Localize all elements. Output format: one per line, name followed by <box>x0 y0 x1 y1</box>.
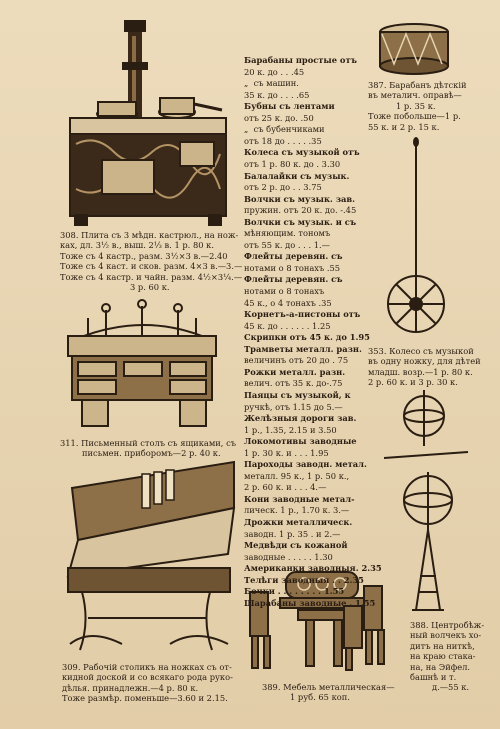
price-list-line: велич. отъ 35 к. до-.75 <box>244 378 343 389</box>
price-list-line: отъ 1 р. 80 к. до . 3.30 <box>244 158 341 169</box>
caption-353 <box>368 346 498 388</box>
caption-line: въ одну ножку, для дѣтей <box>368 356 481 367</box>
price-list-line: отъ 55 к. до . . . 1.— <box>244 239 330 250</box>
price-list-line: Скрипки отъ 45 к. до 1.95 <box>244 332 370 343</box>
caption-line: Тоже съ 4 кастр. и чайн. разм. 4½×3¼.— <box>60 271 243 282</box>
caption-line: ках, дл. 3½ в., выш. 2⅓ в. 1 р. 80 к. <box>60 240 214 251</box>
caption-line: д.—55 к. <box>432 682 470 693</box>
price-list-line: величинъ отъ 20 до . 75 <box>244 355 349 366</box>
price-list-line: „ съ бубенчиками <box>244 124 325 135</box>
caption-line: Тоже размѣр. поменьше—3.60 и 2.15. <box>62 693 228 704</box>
caption-308 <box>60 230 243 293</box>
price-list-line: Телѣги заводныя . . 2.35 <box>244 574 364 585</box>
caption-line: 55 к. и 2 р. 15 к. <box>368 121 440 132</box>
price-list-line: Волчки съ музык. и съ <box>244 216 357 227</box>
price-list-line: Бочки . . . . . . . . 1.55 <box>244 586 345 597</box>
price-list-line: Балалайки съ музык. <box>244 170 350 181</box>
price-list-line: 1 р. 30 к. и . . . 1.95 <box>244 447 329 458</box>
caption-line: кидной доской и со всякаго рода руко- <box>62 672 233 683</box>
price-list-line: 20 к. до . . .45 <box>244 66 305 77</box>
caption-line: ный волчекъ хо- <box>410 630 482 641</box>
caption-line: 353. Колесо съ музыкой <box>368 346 474 356</box>
price-list-line: 2 р. 60 к. и . . . 4.— <box>244 482 327 493</box>
caption-line: 1 р. 35 к. <box>396 100 436 111</box>
price-list-line: нотами о 8 тонахъ .55 <box>244 262 341 273</box>
price-list-line: Рожки металл. разн. <box>244 366 346 377</box>
price-list-line: „ съ машин. <box>244 78 299 89</box>
caption-line: Тоже съ 4 кастр., разм. 3½×3 в.—2.40 <box>60 250 228 261</box>
price-list-line: Американки заводныя. 2.35 <box>244 563 382 574</box>
price-list-line: ручкѣ, отъ 1.15 до 5.— <box>244 401 343 412</box>
desk-illustration <box>58 296 228 436</box>
price-list-line: лическ. 1 р., 1.70 к. 3.— <box>244 505 350 516</box>
caption-line: 1 руб. 65 коп. <box>290 692 350 703</box>
price-list-line: Бубны съ лентами <box>244 101 335 112</box>
price-list-line: 35 к. до . . . .65 <box>244 89 310 100</box>
caption-311 <box>60 438 236 459</box>
price-list-line: Флейты деревян. съ <box>244 251 343 262</box>
caption-line: 3 р. 60 к. <box>130 282 170 293</box>
price-list-line: отъ 25 к. до. .50 <box>244 112 314 123</box>
caption-388 <box>410 620 498 693</box>
caption-line: на, на Эйфел. <box>410 661 471 672</box>
caption-387 <box>368 80 492 132</box>
price-list-line: Кони заводные метал- <box>244 493 355 504</box>
price-list-line: мѣняющим. тономъ <box>244 228 331 239</box>
price-list-line: нотами о 8 тонахъ <box>244 286 325 296</box>
price-list-line: отъ 18 до . . . . .35 <box>244 135 322 146</box>
price-list-line: Локомотивы заводные <box>244 436 357 447</box>
caption-309 <box>62 662 238 704</box>
caption-line: письмен. приборомъ—2 р. 40 к. <box>82 448 221 459</box>
caption-line: на краю стака- <box>410 651 476 662</box>
caption-line: 308. Плита съ 3 мѣдн. кастрюл., на нож- <box>60 230 239 240</box>
price-list-line: Волчки съ музык. зав. <box>244 193 356 204</box>
caption-line: 387. Барабанъ дѣтскій <box>368 80 467 90</box>
caption-line: 311. Письменный столъ съ ящиками, съ <box>60 438 237 448</box>
caption-line: дитъ на ниткѣ, <box>410 640 475 651</box>
caption-line: 389. Мебель металлическая— <box>262 682 395 692</box>
price-list-line: Желѣзныя дороги зав. <box>244 413 357 424</box>
price-list-line: 1 р., 1.35, 2.15 и 3.50 <box>244 424 337 435</box>
price-list-line: Медвѣди съ кожаной <box>244 540 348 551</box>
price-list-line: Трамветы металл. разн. <box>244 343 362 354</box>
caption-line: 2 р. 60 к. и 3 р. 30 к. <box>368 377 458 388</box>
caption-line: 309. Рабочій столикъ на ножках съ от- <box>62 662 232 672</box>
price-list-line: 45 к., о 4 тонахъ .35 <box>244 297 332 308</box>
price-list-line: Пароходы заводн. метал. <box>244 459 367 470</box>
caption-line: Тоже съ 4 каст. и сков. разм. 4×3 в.—3.— <box>60 261 243 272</box>
price-list-line: Колеса съ музыкой отъ <box>244 147 360 158</box>
caption-line: башнѣ и т. <box>410 672 457 683</box>
caption-line: 388. Центробѣж- <box>410 620 485 630</box>
work-table-illustration <box>60 458 236 654</box>
price-list-line: заводные . . . . . 1.30 <box>244 551 333 562</box>
price-list-line: отъ 2 р. до . . 3.75 <box>244 182 322 193</box>
price-list-line: 45 к. до . . . . . . 1.25 <box>244 320 331 331</box>
price-list-line: заводн. 1 р. 35 . и 2.— <box>244 528 341 539</box>
caption-line: дѣлья. принадлежн.—4 р. 80 к. <box>62 682 199 693</box>
price-list-line: Флейты деревян. съ <box>244 274 343 285</box>
caption-line: въ металич. оправѣ— <box>368 90 462 101</box>
stove-illustration <box>62 14 240 226</box>
price-list-line: Барабаны простые отъ <box>244 55 357 65</box>
price-list-line: Корнетъ-а-пистоны отъ <box>244 309 361 320</box>
music-wheel-illustration <box>380 136 450 346</box>
caption-line: Тоже побольше—1 р. <box>368 111 461 122</box>
drum-illustration <box>376 20 452 76</box>
caption-line: младш. возр.—1 р. 80 к. <box>368 366 473 377</box>
price-list-line: пружин. отъ 20 к. до. -.45 <box>244 205 357 216</box>
price-list-line: Шарабаны заводные . 1.55 <box>244 597 376 608</box>
price-list-line: Паяцы съ музыкой, к <box>244 389 351 400</box>
price-list-line: металл. 95 к., 1 р. 50 к., <box>244 470 350 481</box>
price-list-line: Дрожки металлическ. <box>244 517 353 527</box>
caption-389 <box>262 682 412 703</box>
